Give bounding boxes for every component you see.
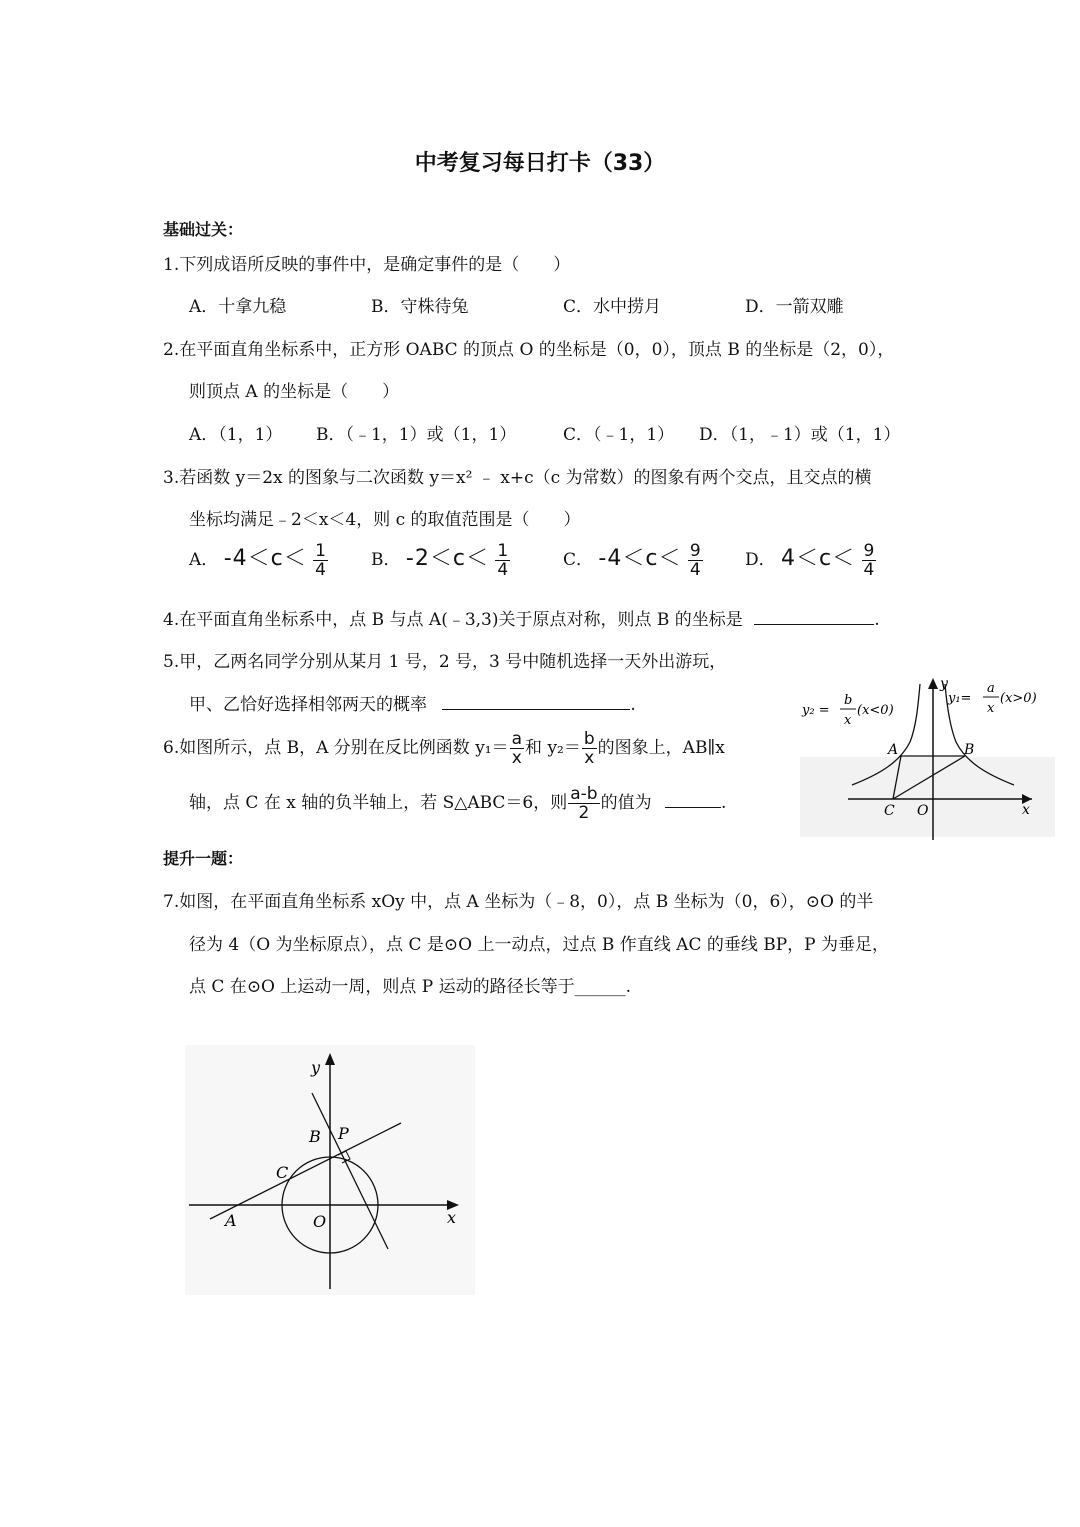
fraction-denominator: 4 xyxy=(315,560,326,580)
q3-option-b xyxy=(371,541,511,579)
x-axis-label: x xyxy=(1022,802,1030,818)
q1-option-c: C．水中捞月 xyxy=(563,297,662,317)
q3-option-d-expr: 4＜c＜ xyxy=(781,546,856,571)
q6-fraction-a-over-x xyxy=(510,730,524,767)
q4-end: . xyxy=(874,610,880,630)
question-7-line1: 7.如图，在平面直角坐标系 xOy 中，点 A 坐标为（﹣8，0），点 B 坐标为（0，6），⊙O 的半 xyxy=(163,892,874,912)
point-b-label: B xyxy=(309,1127,321,1146)
fraction-numerator: a xyxy=(511,729,523,749)
y1-condition: (x>0) xyxy=(1000,691,1037,706)
q3-option-a-expr: -4＜c＜ xyxy=(223,546,307,571)
y1-denominator: x xyxy=(987,701,995,716)
x-axis-label: x xyxy=(447,1208,457,1227)
fraction-numerator: 1 xyxy=(315,541,326,561)
fraction-denominator: x xyxy=(510,748,524,767)
q6-end: . xyxy=(721,793,727,813)
question-5-line1: 5.甲，乙两名同学分别从某月 1 号，2 号，3 号中随机选择一天外出游玩， xyxy=(163,652,727,672)
point-c-label: C xyxy=(884,803,895,819)
q3-option-c-fraction xyxy=(688,542,703,579)
q3-option-a xyxy=(189,541,329,579)
q3-option-a-label: A． xyxy=(189,550,219,570)
point-c-label: C xyxy=(276,1163,289,1182)
y-axis-label: y xyxy=(311,1058,321,1077)
y2-label: y₂ = xyxy=(802,703,830,718)
question-3-line2: 坐标均满足﹣2＜x＜4，则 c 的取值范围是（ ） xyxy=(189,510,581,530)
q3-option-a-fraction xyxy=(313,542,328,579)
question-6-line2 xyxy=(189,785,726,822)
question-4 xyxy=(163,605,880,630)
q5-answer-blank[interactable] xyxy=(442,693,630,710)
q6-fraction-a-minus-b-over-2 xyxy=(568,785,599,822)
question-4-text: 4.在平面直角坐标系中，点 B 与点 A(﹣3,3)关于原点对称，则点 B 的坐标是 xyxy=(163,610,743,630)
fraction-numerator: 9 xyxy=(689,541,701,561)
fraction-numerator: 1 xyxy=(497,541,509,561)
y2-numerator: b xyxy=(844,693,853,708)
question-2-line1: 2.在平面直角坐标系中，正方形 OABC 的顶点 O 的坐标是（0，0），顶点 B 的坐标是（2，0）， xyxy=(163,340,895,360)
q3-option-d xyxy=(745,541,877,579)
origin-label: O xyxy=(917,803,929,819)
q6-part3: 的图象上，AB∥x xyxy=(597,738,725,758)
fraction-numerator: a-b xyxy=(570,784,598,804)
q3-option-b-expr: -2＜c＜ xyxy=(405,546,489,571)
q3-option-b-fraction xyxy=(495,542,510,579)
y-axis-label: y xyxy=(940,676,948,692)
question-6-line1 xyxy=(163,730,725,767)
fraction-denominator: 4 xyxy=(863,560,875,580)
q2-option-c: C．（﹣1，1） xyxy=(563,425,675,445)
point-p-label: P xyxy=(338,1124,349,1143)
figure-background xyxy=(800,757,1055,837)
question-5-line2-text: 甲、乙恰好选择相邻两天的概率 xyxy=(189,695,427,715)
question-2-line2: 则顶点 A 的坐标是（ ） xyxy=(189,382,400,402)
y2-denominator: x xyxy=(844,713,852,728)
q4-answer-blank[interactable] xyxy=(754,608,874,625)
point-a-label: A xyxy=(225,1211,237,1230)
q1-option-d: D．一箭双雕 xyxy=(745,297,844,317)
y-axis-arrow-icon xyxy=(928,678,938,689)
fraction-numerator: 9 xyxy=(863,541,875,561)
question-7-line3: 点 C 在⊙O 上运动一周，则点 P 运动的路径长等于______. xyxy=(189,977,632,997)
section-basic-heading: 基础过关： xyxy=(163,220,244,239)
question-3-line1: 3.若函数 y＝2x 的图象与二次函数 y＝x² ﹣ x+c（c 为常数）的图象有两个交点，且交点的横 xyxy=(163,468,872,488)
q2-option-a: A．（1，1） xyxy=(189,425,283,445)
q1-option-b: B．守株待兔 xyxy=(371,297,469,317)
question-5-line2 xyxy=(189,690,636,715)
point-a-label: A xyxy=(888,742,899,758)
question-1-stem: 1.下列成语所反映的事件中，是确定事件的是（ ） xyxy=(163,255,571,275)
page-title: 中考复习每日打卡（33） xyxy=(414,151,666,176)
q6-answer-blank[interactable] xyxy=(665,791,721,808)
q1-option-a: A．十拿九稳 xyxy=(189,297,287,317)
question-7-line2: 径为 4（O 为坐标原点），点 C 是⊙O 上一动点，过点 B 作直线 AC 的垂线 BP，P 为垂足， xyxy=(189,935,890,955)
q3-option-c-label: C． xyxy=(563,550,594,570)
q6-fraction-b-over-x xyxy=(582,730,597,767)
fraction-denominator: 4 xyxy=(497,560,509,580)
fraction-numerator: b xyxy=(583,729,595,749)
fraction-denominator: x xyxy=(582,748,597,767)
q2-option-b: B．（﹣1，1）或（1，1） xyxy=(316,425,517,445)
q3-option-d-fraction xyxy=(862,542,877,579)
q3-option-c-expr: -4＜c＜ xyxy=(598,546,682,571)
q6-part2: 和 y₂＝ xyxy=(525,738,581,758)
fraction-denominator: 4 xyxy=(689,560,701,580)
q3-option-d-label: D． xyxy=(745,550,776,570)
q6-figure xyxy=(800,672,1060,842)
fraction-denominator: 2 xyxy=(568,803,599,822)
y1-numerator: a xyxy=(987,681,995,696)
point-b-label: B xyxy=(964,742,975,758)
q5-end: . xyxy=(630,695,636,715)
q7-figure xyxy=(185,1045,475,1295)
q3-option-c xyxy=(563,541,704,579)
q2-option-d: D．（1，﹣1）或（1，1） xyxy=(699,425,901,445)
q3-option-b-label: B． xyxy=(371,550,401,570)
section-improve-heading: 提升一题： xyxy=(163,849,244,868)
origin-label: O xyxy=(313,1212,327,1231)
q6-line2a: 轴，点 C 在 x 轴的负半轴上，若 S△ABC＝6，则 xyxy=(189,793,568,813)
y1-label: y₁= xyxy=(948,691,972,706)
q6-part1: 6.如图所示，点 B，A 分别在反比例函数 y₁＝ xyxy=(163,738,509,758)
q6-line2b: 的值为 xyxy=(600,793,652,813)
y2-condition: (x<0) xyxy=(857,703,894,718)
